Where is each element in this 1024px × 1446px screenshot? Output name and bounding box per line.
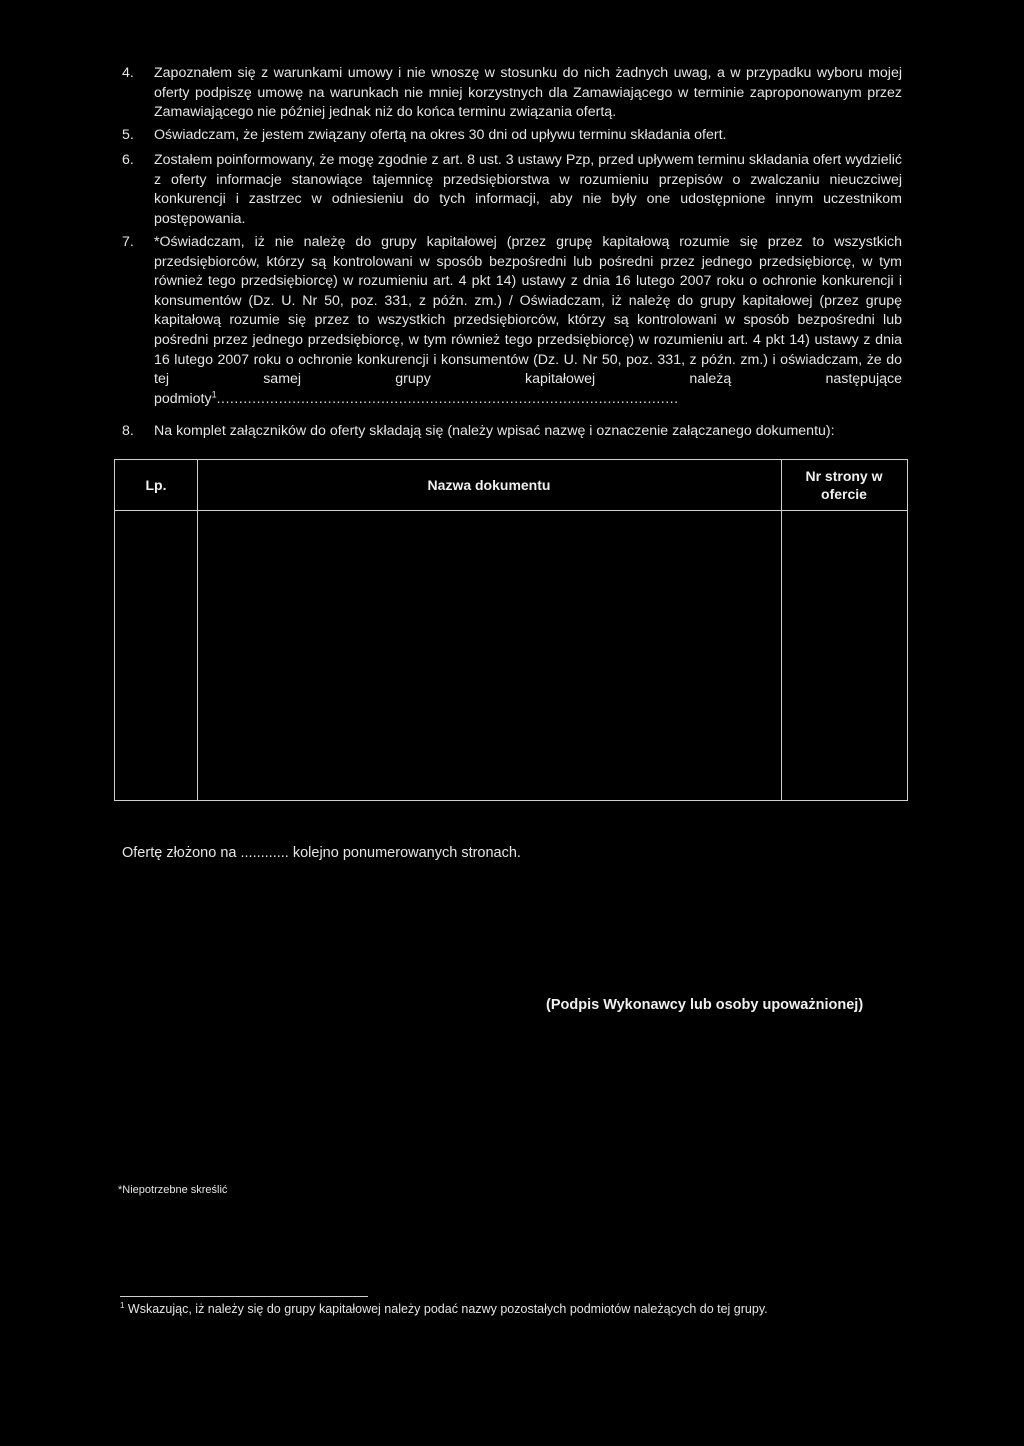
clause-8 — [122, 422, 902, 442]
clause-number: 7. — [122, 234, 134, 250]
header-document-name: Nazwa dokumentu — [197, 460, 782, 510]
clause-text: Zapoznałem się z warunkami umowy i nie wnoszę w stosunku do nich żadnych uwag, a w przypadku wyboru mojej oferty podpiszę umowę na warunkach nie mniej korzystnych dla Zamawiającego w terminie zaproponowanym przez Zamawiającego nie później jednak niż do końca terminu związania ofertą. — [154, 65, 902, 121]
footnote-divider — [120, 1296, 368, 1297]
signature-caption: (Podpis Wykonawcy lub osoby upoważnionej) — [546, 997, 864, 1013]
attachments-table — [114, 459, 908, 801]
footnote — [120, 1302, 768, 1316]
footnote-text: Wskazując, iż należy się do grupy kapitałowej należy podać nazwy pozostałych podmiotów należących do tej grupy. — [124, 1302, 768, 1316]
fill-in-dots: ........................................................................................................ — [216, 390, 679, 407]
clause-5 — [122, 126, 902, 146]
table-header-row — [115, 460, 907, 511]
unnecessary-note: *Niepotrzebne skreślić — [118, 1184, 228, 1196]
clause-7 — [122, 233, 902, 409]
clause-text: Na komplet załączników do oferty składają się (należy wpisać nazwę i oznaczenie załączanego dokumentu): — [154, 423, 835, 439]
clause-number: 8. — [122, 423, 134, 439]
header-lp: Lp. — [115, 460, 198, 510]
footnote-reference: 1 — [211, 389, 217, 400]
pages-count-line: Ofertę złożono na ............ kolejno ponumerowanych stronach. — [122, 845, 521, 861]
clause-number: 4. — [122, 65, 134, 81]
clause-6 — [122, 151, 902, 229]
header-page-number: Nr strony w ofercie — [805, 468, 883, 502]
footnote-number: 1 — [120, 1300, 125, 1310]
clause-text: *Oświadczam, iż nie należę do grupy kapitałowej (przez grupę kapitałową rozumie się przez to wszystkich przedsiębiorców, którzy są kontrolowani w sposób bezpośredni lub pośredni przez jednego przedsiębiorcę, w tym również tego przedsiębiorcę) w rozumieniu art. 4 pkt 14) ustawy z dnia 16 lutego 2007 roku o ochronie konkurencji i konsumentów (Dz. U. Nr 50, poz. 331, z późn. zm.) / Oświadczam, iż należę do grupy kapitałowej (przez grupę kapitałową rozumie się przez to wszystkich przedsiębiorców, którzy są kontrolowani w sposób bezpośredni lub pośredni przez jednego przedsiębiorcę, w tym również tego przedsiębiorcę) w rozumieniu art. 4 pkt 14) ustawy z dnia 16 lutego 2007 roku o ochronie konkurencji i konsumentów (Dz. U. Nr 50, poz. 331, z późn. zm.) i oświadczam, że do tej samej grupy kapitałowej należą następujące podmioty — [154, 234, 902, 407]
clause-text: Zostałem poinformowany, że mogę zgodnie z art. 8 ust. 3 ustawy Pzp, przed upływem terminu składania ofert wydzielić z oferty informacje stanowiące tajemnicę przedsiębiorstwa w rozumieniu przepisów o zwalczaniu nieuczciwej konkurencji i zastrzec w odniesieniu do tych informacji, aby nie były one udostępnione innym uczestnikom postępowania. — [154, 152, 902, 227]
clause-text-container — [154, 233, 902, 409]
column-divider — [197, 510, 198, 800]
clause-number: 5. — [122, 127, 134, 143]
clause-number: 6. — [122, 152, 134, 168]
column-divider — [781, 510, 782, 800]
clause-text: Oświadczam, że jestem związany ofertą na okres 30 dni od upływu terminu składania ofert. — [154, 127, 727, 143]
clause-4 — [122, 64, 902, 123]
